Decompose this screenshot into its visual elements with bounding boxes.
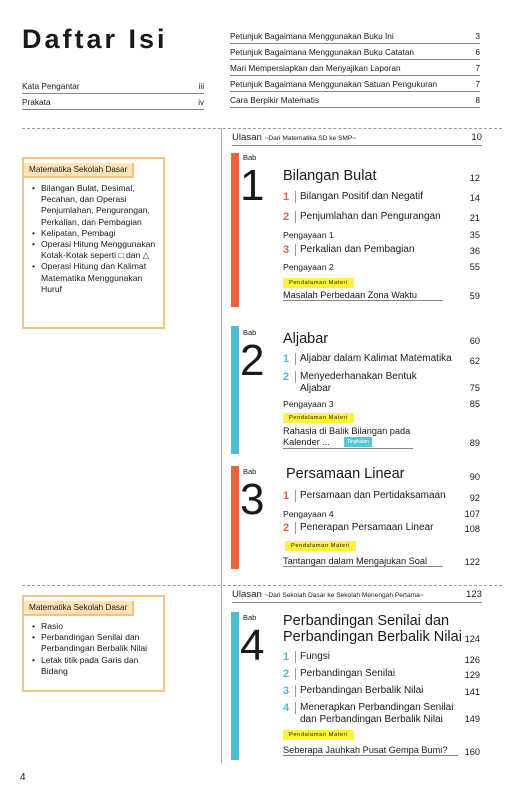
enrichment-row[interactable]: Masalah Perbedaan Zona Waktu (283, 290, 443, 301)
page-number: 12 (469, 173, 480, 183)
pengayaan[interactable]: Pengayaan 1 (283, 230, 334, 240)
box-label: Matematika Sekolah Dasar (24, 601, 134, 616)
highlight-label: Pendalaman Materi (283, 413, 354, 423)
section-item[interactable]: 1 Aljabar dalam Kalimat Matematika (283, 353, 452, 365)
prior-knowledge-box (22, 595, 165, 692)
page-footer-number: 4 (20, 772, 26, 783)
front-right-list (230, 28, 480, 108)
chapter-color-bar (231, 326, 239, 454)
pengayaan[interactable]: Pengayaan 2 (283, 262, 334, 272)
prior-knowledge-box (22, 157, 165, 329)
pengayaan[interactable]: Pengayaan 4 (283, 509, 334, 519)
chapter-number: 4 (240, 621, 265, 670)
column-divider (221, 128, 222, 586)
list-item: • Rasio (32, 621, 157, 632)
box-label: Matematika Sekolah Dasar (24, 163, 134, 178)
chapter-title[interactable]: Persamaan Linear (286, 466, 405, 482)
bab-label: Bab (243, 153, 257, 162)
chapter-title[interactable]: Aljabar (283, 331, 329, 347)
list-item: • Bilangan Bulat, Desimal, Pecahan, dan Operasi Penjumlahan, Pengurangan, Perkalian, dan Pembagian (32, 183, 157, 228)
chapter-color-bar (231, 466, 239, 569)
list-item: • Perbandingan Senilai dan Perbandingan Berbalik Nilai (32, 632, 157, 654)
section-divider (22, 585, 502, 586)
enrichment-row[interactable]: Tantangan dalam Mengajukan Soal (283, 556, 443, 567)
front-right-row[interactable]: Petunjuk Bagaimana Menggunakan Buku Ini 3 (230, 28, 480, 44)
section-item[interactable]: 2 Penjumlahan dan Pengurangan (283, 211, 441, 223)
front-right-row[interactable]: Mari Mempersiapkan dan Menyajikan Laporan 7 (230, 60, 480, 76)
chapter-color-bar (231, 612, 239, 760)
chapter-color-bar (231, 153, 239, 307)
ulasan-row[interactable]: Ulasan ~Dari Sekolah Dasar ke Sekolah Menengah Pertama~ 123 (232, 589, 482, 603)
list-item: • Kelipatan, Pembagi (32, 228, 157, 239)
box-list (24, 616, 163, 681)
chapter-number: 1 (240, 161, 265, 210)
chapter-title[interactable]: Bilangan Bulat (283, 168, 377, 184)
front-right-row[interactable]: Petunjuk Bagaimana Menggunakan Buku Catatan 6 (230, 44, 480, 60)
chapter-number: 3 (240, 475, 265, 524)
tag-badge: Tingkatan (344, 437, 372, 447)
section-divider (22, 128, 502, 129)
front-left-row[interactable]: Prakata iv (22, 94, 204, 110)
chapter-number: 2 (240, 336, 265, 385)
section-item[interactable]: 3 Perbandingan Berbalik Nilai (283, 685, 424, 697)
column-divider (221, 585, 222, 763)
front-left-row[interactable]: Kata Pengantar iii (22, 78, 204, 94)
section-item[interactable]: 2 Perbandingan Senilai (283, 668, 396, 680)
section-item[interactable]: 3 Perkalian dan Pembagian (283, 244, 415, 256)
section-item[interactable]: 1 Persamaan dan Pertidaksamaan (283, 490, 446, 502)
enrichment-row[interactable]: Rahasia di Balik Bilangan pada Kalender ... (283, 426, 413, 449)
section-item[interactable]: 1 Bilangan Positif dan Negatif (283, 191, 423, 203)
front-right-row[interactable]: Petunjuk Bagaimana Menggunakan Satuan Pengukuran 7 (230, 76, 480, 92)
section-item[interactable]: 1 Fungsi (283, 651, 331, 663)
highlight-label: Pendalaman Materi (283, 730, 354, 740)
front-right-row[interactable]: Cara Berpikir Matematis 8 (230, 92, 480, 108)
highlight-label: Pendalaman Materi (283, 278, 354, 288)
front-left-list (22, 78, 204, 110)
highlight-label: Pendalaman Materi (285, 541, 356, 551)
pengayaan[interactable]: Pengayaan 3 (283, 399, 334, 409)
section-item[interactable]: 2 Menyederhanakan Bentuk Aljabar (283, 371, 417, 394)
list-item: • Operasi Hitung Menggunakan Kotak-Kotak seperti □ dan △ (32, 239, 157, 261)
box-list (24, 178, 163, 299)
section-item[interactable]: 4 Menerapkan Perbandingan Senilai dan Perbandingan Berbalik Nilai (283, 702, 454, 725)
ulasan-row[interactable]: Ulasan ~Dari Matematika SD ke SMP~ 10 (232, 132, 482, 146)
enrichment-row[interactable]: Seberapa Jauhkah Pusat Gempa Bumi? (283, 745, 458, 756)
page-title: Daftar Isi (22, 24, 168, 54)
section-item[interactable]: 2 Penerapan Persamaan Linear (283, 522, 434, 534)
list-item: • Operasi Hitung dan Kalimat Matematika Menggunakan Huruf (32, 261, 157, 295)
list-item: • Letak titik pada Garis dan Bidang (32, 655, 157, 677)
chapter-title[interactable]: Perbandingan Senilai dan Perbandingan Berbalik Nilai (283, 613, 462, 645)
